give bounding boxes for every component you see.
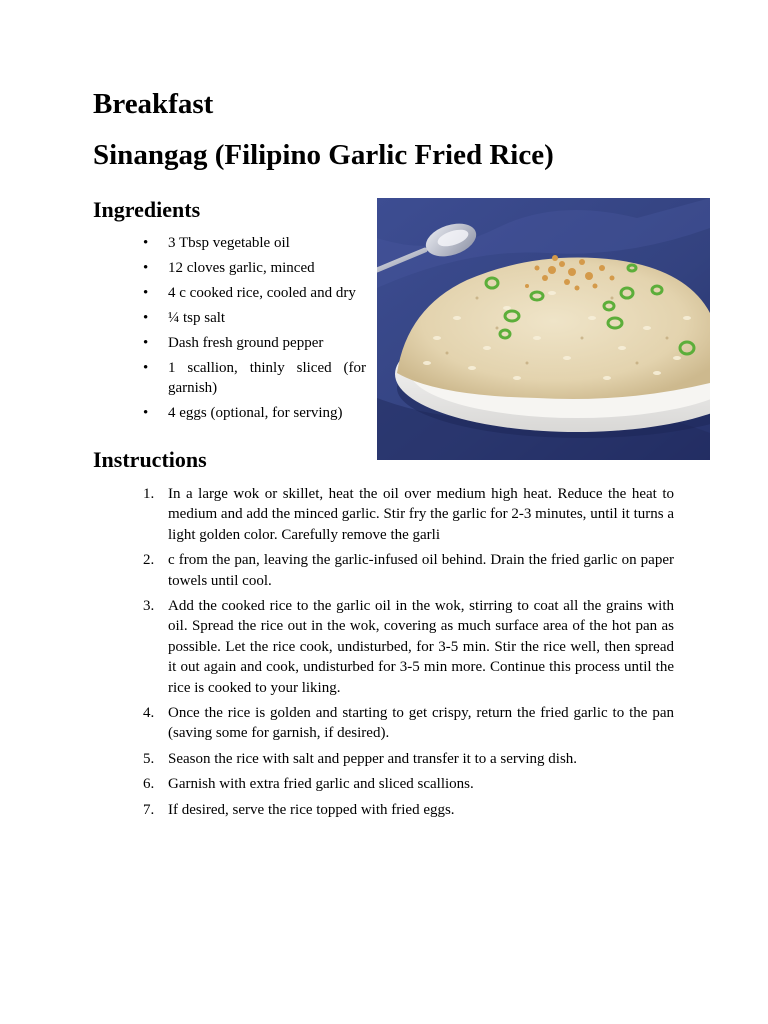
- step-number: 1.: [143, 486, 155, 502]
- instruction-step: [93, 550, 674, 591]
- step-text: If desired, serve the rice topped with fried eggs.: [168, 801, 455, 818]
- step-number: 2.: [143, 552, 155, 569]
- bullet-icon: •: [143, 405, 149, 421]
- step-number: 7.: [143, 801, 155, 818]
- instruction-step: [93, 749, 674, 769]
- ingredient-text: Dash fresh ground pepper: [168, 335, 324, 351]
- bullet-icon: •: [143, 310, 149, 326]
- ingredient-item: [93, 258, 366, 278]
- ingredient-item: [93, 358, 366, 398]
- ingredient-text: 4 eggs (optional, for serving): [168, 405, 343, 421]
- ingredient-item: [93, 233, 366, 253]
- step-text: In a large wok or skillet, heat the oil over medium high heat. Reduce the heat to medium and add the minced garlic. Stir fry the garlic for 2-3 minutes, until it turns a light golden color. Carefully remove the garli: [168, 486, 674, 543]
- category-heading: Breakfast: [93, 88, 214, 120]
- instruction-step: [93, 774, 674, 794]
- instructions-heading: Instructions: [93, 447, 207, 472]
- step-text: Add the cooked rice to the garlic oil in the wok, stirring to coat all the grains with oil. Spread the rice out in the wok, covering as much surface area of the hot pan as possible. Let the rice cook, undisturbed, for 3-5 min. Stir the rice well, then spread it out again and cook, undisturbed for 3-5 min more. Continue this process until the rice is cooked to your liking.: [168, 598, 674, 696]
- instruction-step: [93, 596, 674, 698]
- ingredient-item: [93, 283, 366, 303]
- step-number: 6.: [143, 776, 155, 793]
- ingredient-text: 3 Tbsp vegetable oil: [168, 235, 290, 251]
- ingredient-text: ¼ tsp salt: [168, 310, 226, 326]
- step-text: Garnish with extra fried garlic and sliced scallions.: [168, 776, 474, 793]
- ingredient-item: [93, 403, 366, 423]
- instructions-list: [93, 484, 674, 825]
- step-number: 3.: [143, 598, 155, 615]
- step-text: Once the rice is golden and starting to get crispy, return the fried garlic to the pan (saving some for garnish, if desired).: [168, 705, 674, 742]
- ingredient-text: 12 cloves garlic, minced: [168, 260, 315, 276]
- instruction-step: [93, 703, 674, 744]
- garlic-fried-rice-photo: [377, 198, 710, 460]
- recipe-title: Sinangag (Filipino Garlic Fried Rice): [93, 139, 554, 171]
- bullet-icon: •: [143, 335, 149, 351]
- ingredients-list: [93, 233, 366, 428]
- ingredients-heading: Ingredients: [93, 197, 201, 222]
- step-text: c from the pan, leaving the garlic-infused oil behind. Drain the fried garlic on paper towels until cool.: [168, 552, 674, 589]
- ingredient-text: 1 scallion, thinly sliced (for garnish): [168, 360, 366, 396]
- step-number: 5.: [143, 750, 155, 767]
- bullet-icon: •: [143, 285, 149, 301]
- ingredient-item: [93, 308, 366, 328]
- photo-illustration: [377, 198, 710, 460]
- instruction-step: [93, 800, 674, 820]
- bullet-icon: •: [143, 235, 149, 251]
- ingredient-item: [93, 333, 366, 353]
- bullet-icon: •: [143, 260, 149, 276]
- step-number: 4.: [143, 705, 155, 722]
- bullet-icon: •: [143, 360, 149, 376]
- step-text: Season the rice with salt and pepper and transfer it to a serving dish.: [168, 750, 578, 767]
- ingredient-text: 4 c cooked rice, cooled and dry: [168, 285, 356, 301]
- instruction-step: [93, 484, 674, 545]
